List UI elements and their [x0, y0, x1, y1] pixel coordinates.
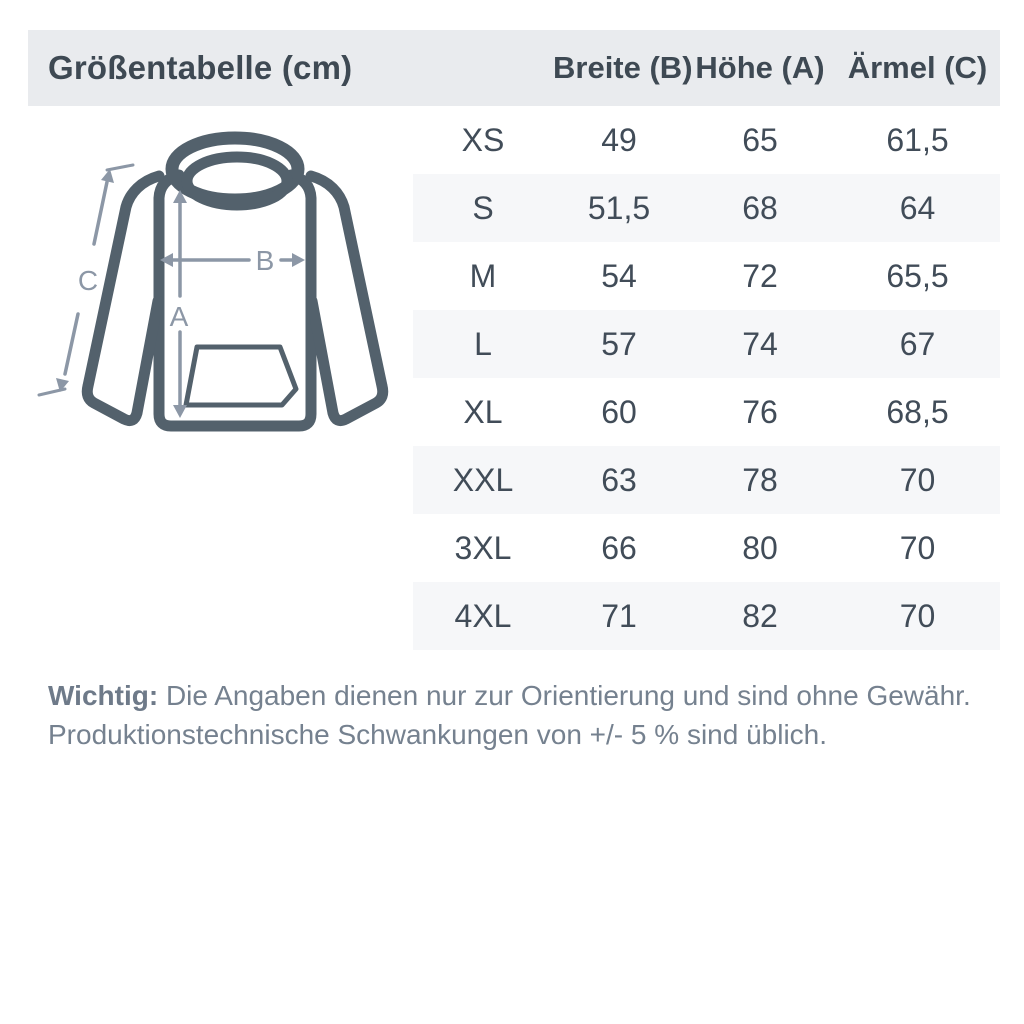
label-c: C	[77, 265, 99, 296]
note-line1: Die Angaben dienen nur zur Orientierung und sind ohne Gewähr.	[165, 680, 971, 711]
size-label: 4XL	[454, 597, 512, 634]
size-label: XS	[461, 121, 505, 158]
aermel-value: 68,5	[886, 393, 949, 430]
column-header-aermel: Ärmel (C)	[847, 50, 988, 85]
size-label: 3XL	[454, 529, 512, 566]
size-label: S	[472, 189, 494, 226]
hoehe-value: 65	[742, 121, 778, 158]
aermel-value: 65,5	[886, 257, 949, 294]
label-b: B	[255, 245, 275, 276]
breite-value: 71	[601, 597, 637, 634]
size-table	[413, 106, 1000, 650]
arrow-c-line	[65, 314, 78, 374]
hoehe-value: 80	[742, 529, 778, 566]
aermel-value: 70	[899, 529, 936, 566]
table-row	[413, 378, 1000, 446]
breite-value: 49	[601, 121, 637, 158]
table-row	[413, 446, 1000, 514]
arrowhead-down-icon	[173, 405, 187, 418]
table-header	[28, 30, 1000, 106]
hoehe-value: 76	[742, 393, 778, 430]
size-label: L	[474, 325, 492, 362]
column-header-breite: Breite (B)	[553, 50, 693, 85]
table-row	[413, 514, 1000, 582]
arrowhead-right-icon	[292, 253, 305, 267]
note-line2: Produktionstechnische Schwankungen von +/- 5 % sind üblich.	[48, 719, 828, 750]
breite-value: 51,5	[587, 189, 651, 226]
breite-value: 57	[601, 325, 637, 362]
aermel-value: 70	[899, 461, 936, 498]
aermel-value: 70	[899, 597, 936, 634]
disclaimer-note	[48, 676, 988, 754]
size-label: XL	[463, 393, 503, 430]
hoehe-value: 78	[742, 461, 778, 498]
aermel-value: 67	[899, 325, 936, 362]
hoehe-value: 82	[742, 597, 778, 634]
size-label: XXL	[452, 461, 514, 498]
hoodie-pocket	[186, 347, 296, 405]
aermel-value: 64	[899, 189, 936, 226]
hoehe-value: 68	[742, 189, 778, 226]
column-header-hoehe: Höhe (A)	[695, 50, 825, 85]
size-label: M	[469, 257, 497, 294]
table-row	[413, 310, 1000, 378]
aermel-value: 61,5	[886, 121, 949, 158]
breite-value: 63	[601, 461, 637, 498]
hoodie-outline	[87, 138, 383, 426]
table-row	[413, 242, 1000, 310]
breite-value: 54	[601, 257, 637, 294]
size-chart-sheet	[28, 30, 1000, 750]
label-a: A	[169, 301, 189, 332]
breite-value: 66	[601, 529, 637, 566]
hoodie-left-sleeve	[87, 176, 159, 421]
hoodie-right-sleeve	[311, 176, 383, 421]
hoehe-value: 74	[742, 325, 778, 362]
table-row	[413, 106, 1000, 174]
arrow-c-line	[94, 182, 107, 244]
note-bold-prefix: Wichtig:	[48, 680, 159, 711]
table-row	[413, 174, 1000, 242]
hoodie-diagram-svg	[30, 118, 410, 448]
hoehe-value: 72	[742, 257, 778, 294]
table-row	[413, 582, 1000, 650]
hoodie-measurement-diagram	[30, 118, 410, 448]
page-title: Größentabelle (cm)	[48, 49, 353, 86]
breite-value: 60	[601, 393, 637, 430]
arrow-c-cap	[107, 165, 133, 170]
